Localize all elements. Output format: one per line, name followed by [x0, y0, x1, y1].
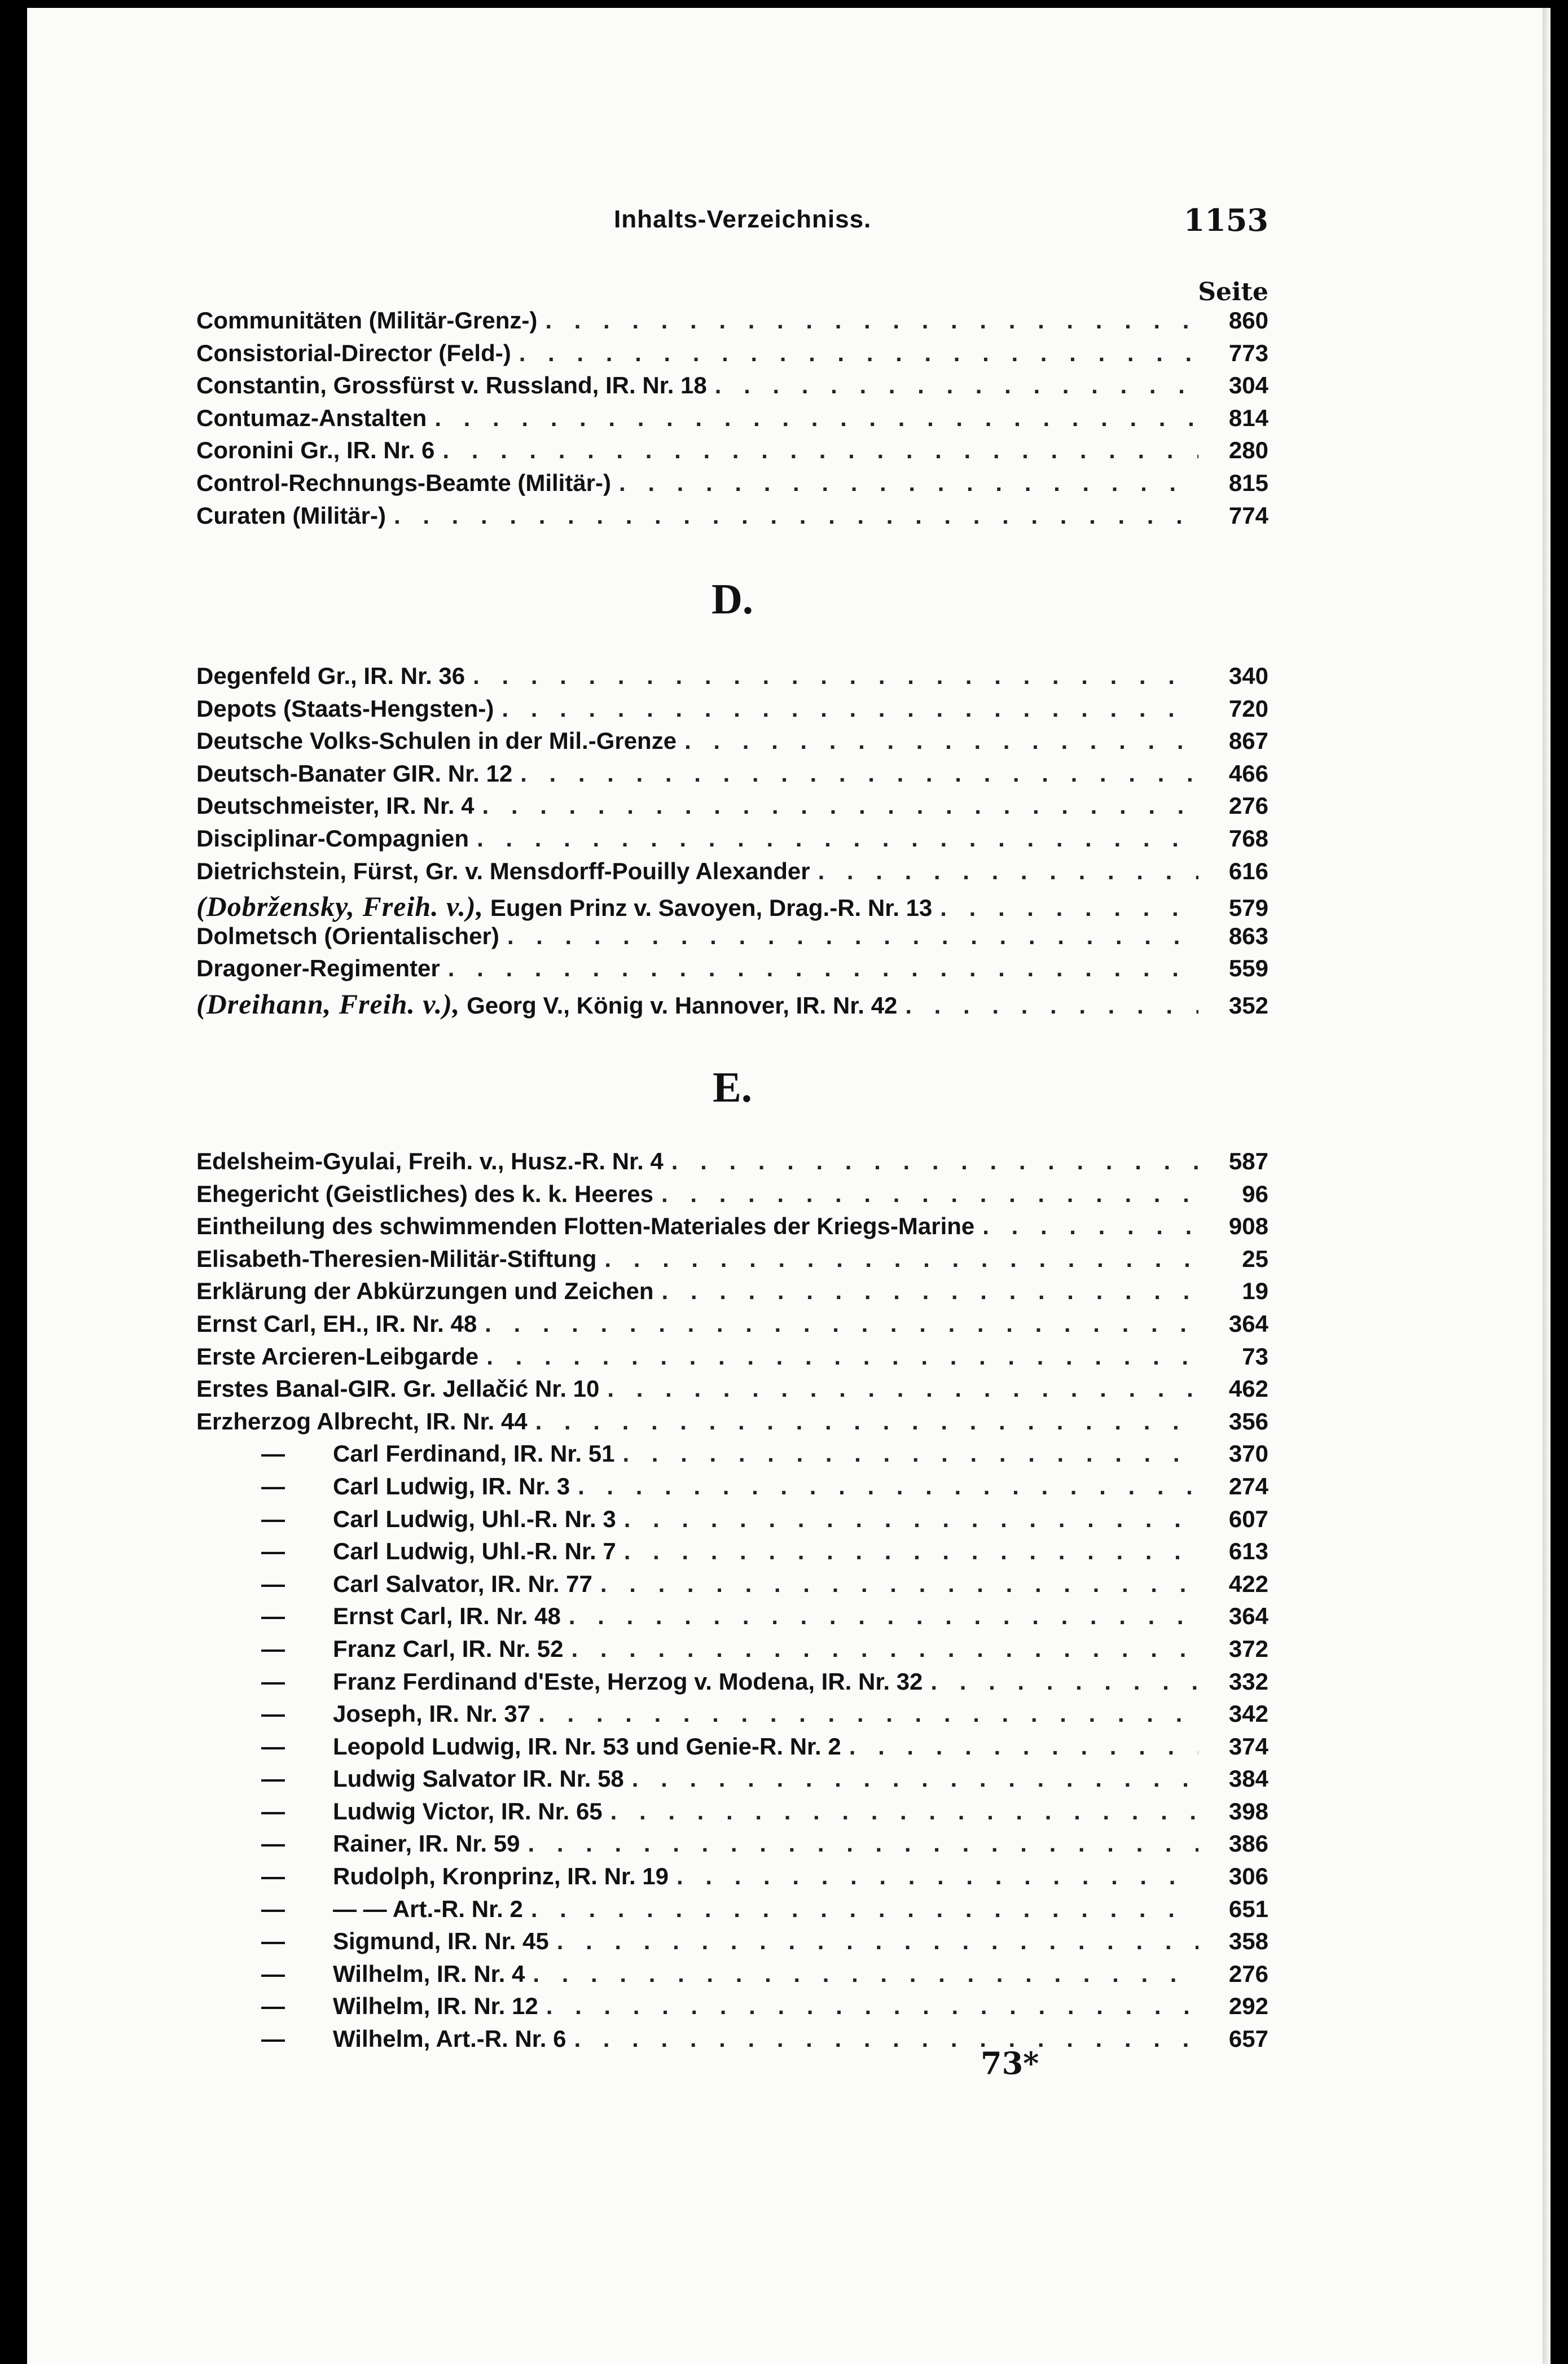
dot-leader [578, 1473, 1198, 1500]
entry-page-number: 607 [1228, 1505, 1268, 1532]
entry-label [196, 760, 512, 787]
entry-page-number: 814 [1228, 404, 1268, 431]
entry-page-number: 370 [1228, 1440, 1268, 1467]
entry-label [196, 1213, 974, 1240]
entry-text: Carl Ferdinand, IR. Nr. 51 [333, 1440, 615, 1467]
index-sub-entry [196, 1635, 1268, 1668]
dot-leader [610, 1798, 1198, 1825]
entry-text: Constantin, Grossfürst v. Russland, IR. Nr. 18 [196, 372, 707, 399]
entry-text: Sigmund, IR. Nr. 45 [333, 1928, 549, 1955]
ditto-dash: — [261, 1993, 285, 2020]
index-sub-entry [196, 1473, 1268, 1506]
dot-leader [507, 923, 1198, 950]
index-entry [196, 1213, 1268, 1245]
entry-text: Rainer, IR. Nr. 59 [333, 1830, 520, 1857]
entry-page-number: 579 [1228, 894, 1268, 922]
dot-leader [619, 470, 1198, 497]
entry-label [333, 2025, 566, 2052]
entry-text: Carl Ludwig, Uhl.-R. Nr. 7 [333, 1538, 616, 1565]
dot-leader [632, 1765, 1198, 1792]
entry-page-number: 587 [1228, 1148, 1268, 1174]
entry-label [333, 1473, 570, 1500]
ditto-dash: — [261, 1830, 285, 1857]
entry-text: Erstes Banal-GIR. Gr. Jellačić Nr. 10 [196, 1375, 600, 1402]
entry-label [333, 1830, 520, 1857]
entry-label [333, 1571, 592, 1598]
entry-page-number: 280 [1228, 437, 1268, 464]
entry-label [196, 340, 511, 367]
dot-leader [622, 1440, 1198, 1467]
book-page [27, 8, 1551, 2364]
entry-label [333, 1700, 530, 1727]
index-entry [196, 988, 1268, 1020]
entry-text: Deutschmeister, IR. Nr. 4 [196, 792, 475, 819]
entry-text: Carl Ludwig, Uhl.-R. Nr. 3 [333, 1505, 616, 1532]
entry-text: Elisabeth-Theresien-Militär-Stiftung [196, 1245, 597, 1272]
entry-page-number: 374 [1228, 1733, 1268, 1760]
signature-mark: 73* [981, 2045, 1039, 2081]
entry-page-number: 306 [1228, 1863, 1268, 1890]
entry-text: Wilhelm, IR. Nr. 4 [333, 1960, 525, 1987]
entry-text: Edelsheim-Gyulai, Freih. v., Husz.-R. Nr. 4 [196, 1148, 664, 1174]
entry-text: Georg V., König v. Hannover, IR. Nr. 42 [467, 992, 898, 1019]
index-entry [196, 890, 1268, 923]
dot-leader [528, 1830, 1199, 1857]
dot-leader [473, 663, 1198, 690]
entry-text: Carl Salvator, IR. Nr. 77 [333, 1570, 592, 1597]
entry-page-number: 372 [1228, 1635, 1268, 1662]
entry-label [196, 792, 475, 819]
entry-text: Dragoner-Regimenter [196, 955, 440, 982]
entry-text: Contumaz-Anstalten [196, 404, 427, 431]
entry-page-number: 616 [1228, 857, 1268, 884]
dot-leader [671, 1148, 1198, 1175]
dot-leader [546, 1993, 1198, 2020]
entry-text: Rudolph, Kronprinz, IR. Nr. 19 [333, 1863, 669, 1890]
entry-italic-prefix: (Dreihann, Freih. v.), [196, 988, 460, 1020]
entry-page-number: 332 [1228, 1668, 1268, 1695]
entry-page-number: 352 [1228, 992, 1268, 1019]
index-sub-entry [196, 1733, 1268, 1766]
entry-label [196, 663, 465, 690]
entry-page-number: 364 [1228, 1310, 1268, 1337]
entry-label [333, 1440, 614, 1467]
ditto-dash: — [261, 1440, 285, 1467]
index-entry [196, 470, 1268, 502]
entry-page-number: 863 [1228, 922, 1268, 949]
entry-label [196, 470, 611, 497]
dot-leader [442, 437, 1198, 464]
entry-text: Eintheilung des schwimmenden Flotten-Materiales der Kriegs-Marine [196, 1213, 975, 1240]
entry-page-number: 815 [1228, 469, 1268, 496]
dot-leader [394, 502, 1198, 529]
entry-text: Ehegericht (Geistliches) des k. k. Heeres [196, 1180, 654, 1207]
index-entry [196, 502, 1268, 535]
section-e-entries [196, 1148, 1268, 2058]
index-entry [196, 1310, 1268, 1343]
entry-page-number: 96 [1242, 1180, 1268, 1207]
entry-text: Curaten (Militär-) [196, 502, 386, 529]
index-sub-entry [196, 1830, 1268, 1863]
entry-text: Deutsche Volks-Schulen in der Mil.-Grenze [196, 727, 677, 755]
ditto-dash: — [261, 1960, 285, 1987]
dot-leader [535, 1408, 1198, 1435]
entry-text: Franz Ferdinand d'Este, Herzog v. Modena, IR. Nr. 32 [333, 1668, 923, 1695]
entry-page-number: 398 [1228, 1797, 1268, 1824]
entry-page-number: 773 [1228, 339, 1268, 366]
section-d-heading: D. [711, 576, 753, 623]
dot-leader [661, 1181, 1198, 1208]
entry-text: Coronini Gr., IR. Nr. 6 [196, 437, 435, 464]
entry-page-number: 292 [1228, 1993, 1268, 2020]
entry-label [196, 437, 434, 464]
dot-leader [624, 1538, 1198, 1565]
ditto-dash: — [261, 1700, 285, 1727]
entry-text: Degenfeld Gr., IR. Nr. 36 [196, 663, 465, 689]
entry-label [196, 1148, 664, 1175]
index-entry [196, 1148, 1268, 1181]
entry-label [333, 1635, 563, 1663]
entry-text: Leopold Ludwig, IR. Nr. 53 und Genie-R. Nr. 2 [333, 1733, 841, 1760]
entry-page-number: 422 [1228, 1570, 1268, 1597]
entry-label [333, 1538, 616, 1565]
index-entry [196, 437, 1268, 470]
entry-page-number: 356 [1228, 1407, 1268, 1435]
entry-text: Wilhelm, Art.-R. Nr. 6 [333, 2025, 566, 2052]
index-sub-entry [196, 1961, 1268, 1993]
entry-page-number: 19 [1242, 1278, 1268, 1305]
dot-leader [482, 792, 1198, 819]
entry-page-number: 342 [1228, 1700, 1268, 1727]
dot-leader [502, 695, 1198, 722]
entry-text: — — Art.-R. Nr. 2 [333, 1895, 523, 1922]
index-entry [196, 1408, 1268, 1441]
dot-leader [557, 1928, 1198, 1955]
entry-label [196, 502, 386, 529]
entry-label [333, 1668, 923, 1695]
ditto-dash: — [261, 1472, 285, 1499]
index-entry [196, 727, 1268, 760]
index-sub-entry [196, 1440, 1268, 1473]
entry-text: Ludwig Salvator IR. Nr. 58 [333, 1765, 624, 1792]
index-sub-entry [196, 1700, 1268, 1733]
entry-label [333, 1928, 549, 1955]
entry-text: Dolmetsch (Orientalischer) [196, 922, 499, 949]
entry-page-number: 358 [1228, 1928, 1268, 1955]
entry-label [196, 955, 440, 982]
entry-label [333, 1993, 538, 2020]
dot-leader [818, 858, 1198, 885]
dot-leader [571, 1635, 1198, 1663]
index-sub-entry [196, 1603, 1268, 1635]
entry-label [196, 890, 932, 923]
dot-leader [677, 1863, 1198, 1890]
entry-page-number: 774 [1228, 502, 1268, 529]
index-entry [196, 858, 1268, 891]
entry-text: Erste Arcieren-Leibgarde [196, 1343, 479, 1370]
index-sub-entry [196, 1896, 1268, 1928]
entry-label [333, 1896, 523, 1923]
index-entry [196, 760, 1268, 793]
index-sub-entry [196, 2025, 1268, 2058]
entry-text: Depots (Staats-Hengsten-) [196, 695, 494, 722]
entry-label [333, 1733, 841, 1760]
entry-page-number: 386 [1228, 1830, 1268, 1857]
entry-page-number: 768 [1228, 824, 1268, 852]
dot-leader [849, 1733, 1198, 1760]
entry-text: Erzherzog Albrecht, IR. Nr. 44 [196, 1407, 528, 1435]
dot-leader [485, 1310, 1198, 1337]
dot-leader [684, 727, 1198, 755]
entry-page-number: 466 [1228, 760, 1268, 787]
entry-label [196, 825, 469, 852]
ditto-dash: — [261, 1928, 285, 1955]
index-entry [196, 1278, 1268, 1310]
ditto-dash: — [261, 2025, 285, 2052]
entry-page-number: 657 [1228, 2025, 1268, 2052]
dot-leader [715, 372, 1198, 399]
dot-leader [607, 1375, 1198, 1402]
entry-label [196, 695, 494, 722]
dot-leader [574, 2025, 1198, 2052]
ditto-dash: — [261, 1668, 285, 1695]
index-entry [196, 695, 1268, 728]
entry-label [333, 1506, 616, 1533]
entry-label [196, 1181, 653, 1208]
entry-label [196, 372, 707, 399]
entry-label [196, 1278, 654, 1305]
dot-leader [448, 955, 1198, 982]
entry-italic-prefix: (Dobržensky, Freih. v.), [196, 891, 484, 923]
dot-leader [533, 1961, 1198, 1988]
dot-leader [519, 340, 1198, 367]
section-d-entries [196, 663, 1268, 1020]
entry-page-number: 73 [1242, 1343, 1268, 1370]
entry-label [196, 405, 427, 432]
entry-page-number: 274 [1228, 1472, 1268, 1499]
dot-leader [434, 405, 1198, 432]
entry-text: Ludwig Victor, IR. Nr. 65 [333, 1797, 603, 1824]
entry-page-number: 462 [1228, 1375, 1268, 1402]
ditto-dash: — [261, 1635, 285, 1662]
entry-label [196, 988, 897, 1020]
index-entry [196, 825, 1268, 858]
entry-label [333, 1798, 603, 1825]
entry-text: Communitäten (Militär-Grenz-) [196, 307, 538, 334]
running-title: Inhalts-Verzeichniss. [614, 205, 872, 233]
index-entry [196, 1343, 1268, 1376]
index-sub-entry [196, 1928, 1268, 1961]
entry-page-number: 559 [1228, 955, 1268, 982]
dot-leader [905, 992, 1198, 1019]
dot-leader [624, 1506, 1198, 1533]
entry-text: Ernst Carl, IR. Nr. 48 [333, 1603, 561, 1630]
entry-label [196, 727, 677, 755]
index-sub-entry [196, 1538, 1268, 1571]
dot-leader [982, 1213, 1198, 1240]
entry-text: Erklärung der Abkürzungen und Zeichen [196, 1278, 654, 1305]
entry-label [196, 858, 810, 885]
dot-leader [930, 1668, 1198, 1695]
entry-page-number: 276 [1228, 792, 1268, 819]
dot-leader [604, 1245, 1198, 1273]
index-entry [196, 955, 1268, 988]
ditto-dash: — [261, 1797, 285, 1824]
page-header [196, 202, 1268, 245]
index-entry [196, 340, 1268, 372]
index-entry [196, 923, 1268, 955]
entry-page-number: 867 [1228, 727, 1268, 755]
entry-label [196, 923, 499, 950]
index-sub-entry [196, 1993, 1268, 2025]
entry-text: Wilhelm, IR. Nr. 12 [333, 1993, 538, 2020]
entry-label [196, 1343, 478, 1370]
entry-text: Franz Carl, IR. Nr. 52 [333, 1635, 564, 1662]
index-entry [196, 307, 1268, 340]
index-sub-entry [196, 1765, 1268, 1798]
index-sub-entry [196, 1571, 1268, 1603]
index-sub-entry [196, 1863, 1268, 1896]
page-edge [1543, 8, 1551, 2364]
entry-page-number: 384 [1228, 1765, 1268, 1792]
entry-text: Control-Rechnungs-Beamte (Militär-) [196, 469, 611, 496]
entry-text: Eugen Prinz v. Savoyen, Drag.-R. Nr. 13 [490, 894, 933, 922]
entry-label [333, 1863, 669, 1890]
dot-leader [662, 1278, 1198, 1305]
index-sub-entry [196, 1668, 1268, 1701]
dot-leader [520, 760, 1198, 787]
entry-page-number: 340 [1228, 663, 1268, 689]
entry-page-number: 860 [1228, 307, 1268, 334]
page-number: 1153 [1183, 202, 1268, 238]
index-entry [196, 405, 1268, 437]
entry-label [196, 307, 537, 334]
entry-page-number: 613 [1228, 1538, 1268, 1565]
ditto-dash: — [261, 1538, 285, 1565]
dot-leader [477, 825, 1198, 852]
entry-text: Dietrichstein, Fürst, Gr. v. Mensdorff-Pouilly Alexander [196, 857, 810, 884]
entry-text: Ernst Carl, EH., IR. Nr. 48 [196, 1310, 477, 1337]
index-entry [196, 792, 1268, 825]
index-entry [196, 1245, 1268, 1278]
entry-label [196, 1245, 596, 1273]
ditto-dash: — [261, 1733, 285, 1760]
section-e-heading: E. [713, 1064, 752, 1111]
index-entry [196, 372, 1268, 405]
entry-label [196, 1310, 477, 1337]
entry-label [333, 1961, 525, 1988]
entry-text: Disciplinar-Compagnien [196, 824, 469, 852]
dot-leader [531, 1896, 1198, 1923]
index-entry [196, 1181, 1268, 1213]
entry-text: Joseph, IR. Nr. 37 [333, 1700, 531, 1727]
index-entry [196, 1375, 1268, 1408]
section-c-continued [196, 307, 1268, 534]
entry-page-number: 25 [1242, 1245, 1268, 1272]
entry-page-number: 364 [1228, 1603, 1268, 1630]
index-entry [196, 663, 1268, 695]
entry-label [333, 1603, 561, 1630]
dot-leader [538, 1700, 1198, 1727]
entry-text: Carl Ludwig, IR. Nr. 3 [333, 1472, 570, 1499]
ditto-dash: — [261, 1863, 285, 1890]
ditto-dash: — [261, 1505, 285, 1532]
dot-leader [545, 307, 1198, 334]
entry-page-number: 651 [1228, 1895, 1268, 1922]
ditto-dash: — [261, 1765, 285, 1792]
entry-label [333, 1765, 624, 1792]
entry-page-number: 908 [1228, 1213, 1268, 1240]
index-sub-entry [196, 1506, 1268, 1538]
index-sub-entry [196, 1798, 1268, 1831]
dot-leader [486, 1343, 1198, 1370]
entry-page-number: 720 [1228, 695, 1268, 722]
entry-text: Consistorial-Director (Feld-) [196, 339, 511, 366]
ditto-dash: — [261, 1895, 285, 1922]
ditto-dash: — [261, 1603, 285, 1630]
ditto-dash: — [261, 1570, 285, 1597]
dot-leader [600, 1571, 1198, 1598]
column-label-seite: Seite [1198, 278, 1268, 306]
dot-leader [569, 1603, 1198, 1630]
dot-leader [940, 894, 1198, 922]
entry-text: Deutsch-Banater GIR. Nr. 12 [196, 760, 513, 787]
entry-page-number: 276 [1228, 1960, 1268, 1987]
entry-label [196, 1408, 528, 1435]
entry-page-number: 304 [1228, 372, 1268, 399]
entry-label [196, 1375, 599, 1402]
